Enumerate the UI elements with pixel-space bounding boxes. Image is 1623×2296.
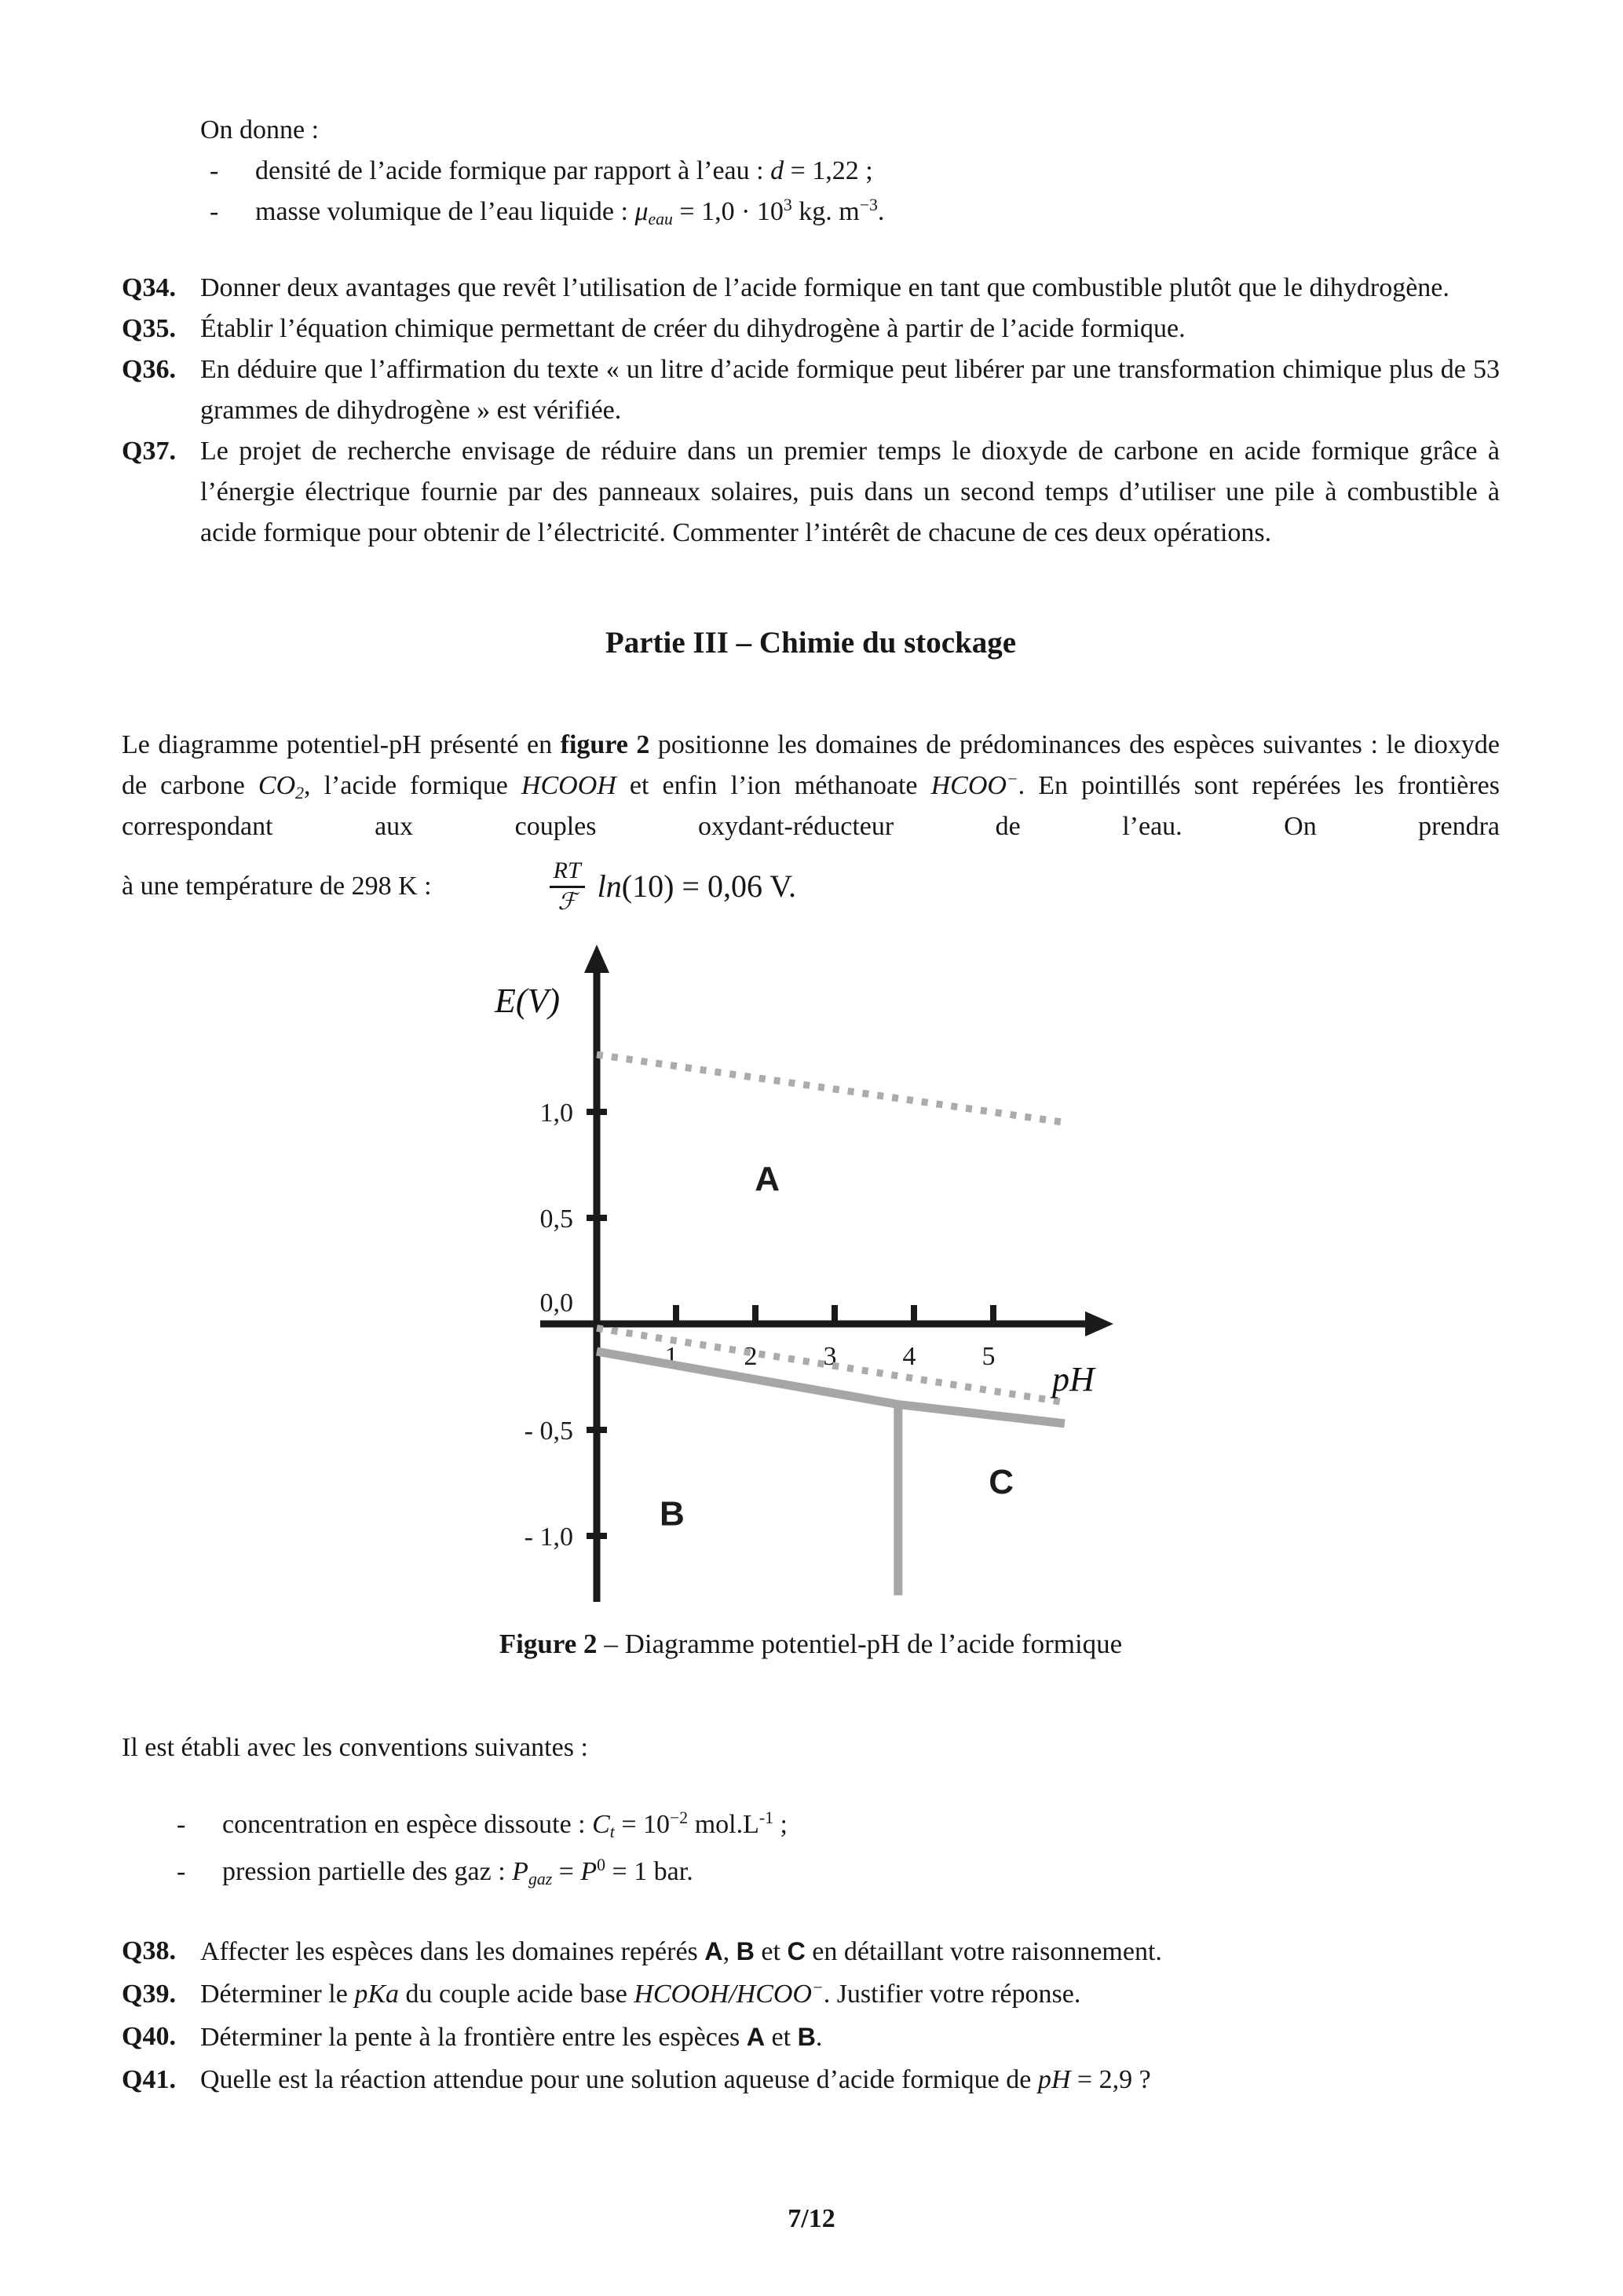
given-lead: On donne : (200, 115, 320, 144)
y-axis-title: E(V) (495, 982, 561, 1020)
question-q41-text: Quelle est la réaction attendue pour une solution aqueuse d’acide formique de pH = 2,9 ? (200, 2065, 1151, 2094)
question-q40-text: Déterminer la pente à la frontière entre les espèces A et B. (200, 2023, 823, 2052)
conventions-lead: Il est établi avec les conventions suivantes : (122, 1733, 588, 1762)
equation-lead: à une température de 298 K : (122, 872, 432, 901)
x-axis-title: pH (1052, 1360, 1095, 1398)
equation-line (122, 852, 1500, 921)
question-q41-id: Q41. (122, 2065, 176, 2094)
question-q35-id: Q35. (122, 314, 176, 343)
y-axis-arrow (584, 945, 609, 973)
given-bullet-density-text: densité de l’acide formique par rapport à l’eau : d = 1,22 ; (255, 156, 873, 185)
given-bullet-volumic-mass-text: masse volumique de l’eau liquide : $\mu eau = 1,0 \cdot 10^3$ kg. $m^{-3}$. (255, 196, 885, 229)
question-q39 (122, 1974, 1500, 2015)
given-bullet-density (210, 151, 1500, 192)
question-q34-text: Donner deux avantages que revêt l’utilisation de l’acide formique en tant que combustible plutôt que le dihydrogène. (200, 273, 1449, 302)
question-q37 (122, 431, 1500, 554)
question-q41 (122, 2060, 1500, 2100)
equation-math (550, 857, 796, 916)
potential-ph-figure (122, 937, 1500, 1616)
question-q38-id: Q38. (122, 1936, 176, 1965)
fraction-denominator: ℱ (557, 888, 576, 915)
question-q39-text: Déterminer le pKa du couple acide base HCOOH/HCOO−. Justifier votre réponse. (200, 1978, 1081, 2009)
fraction-numerator: RT (550, 857, 585, 888)
question-q36 (122, 349, 1500, 431)
question-q37-id: Q37. (122, 437, 176, 466)
bullet-dash: - (177, 1857, 186, 1886)
page-number: 7/12 (788, 2204, 835, 2233)
y-tick-label: - 1,0 (524, 1523, 573, 1552)
question-q35 (122, 309, 1500, 349)
x-axis-arrow (1085, 1311, 1113, 1336)
questions-bottom (122, 1931, 1500, 2100)
fraction (550, 857, 585, 916)
conventions-bullets (122, 1801, 1500, 1896)
question-q37-text: Le projet de recherche envisage de réduire dans un premier temps le dioxyde de carbone en acide formique grâce à l’énergie électrique fournie par des panneaux solaires, puis dans un second temps d’utiliser une pile à combustible à acide formique pour obtenir de l’électricité. Commenter l’intérêt de chacune de ces deux opérations. (200, 437, 1500, 547)
y-tick-label: 0,5 (539, 1205, 573, 1234)
y-tick-label: - 0,5 (524, 1417, 573, 1446)
question-q38 (122, 1931, 1500, 1972)
region-label-C: C (989, 1463, 1014, 1501)
intro-paragraph: Le diagramme potentiel-pH présenté en figure 2 positionne les domaines de prédominances des espèces suivantes : le dioxyde de carbone CO2, l’acide formique HCOOH et enfin l’ion méthanoate HCOO−. En pointillés sont repérées les frontières correspondant aux couples oxydant-réducteur de l’eau. On prendra (122, 730, 1501, 841)
question-q34 (122, 268, 1500, 309)
x-tick-label: 5 (981, 1342, 996, 1371)
series-water-oxygen-frontier-dotted (597, 1055, 1065, 1122)
bullet-dash: - (210, 156, 219, 185)
question-q35-text: Établir l’équation chimique permettant de créer du dihydrogène à partir de l’acide formique. (200, 314, 1186, 343)
question-q34-id: Q34. (122, 273, 176, 302)
section-title: Partie III – Chimie du stockage (605, 626, 1017, 660)
bullet-dash: - (210, 197, 219, 226)
question-q38-text: Affecter les espèces dans les domaines repérés A, B et C en détaillant votre raisonnement. (200, 1937, 1162, 1966)
potential-ph-chart (448, 937, 1193, 1616)
x-tick-label: 1 (664, 1342, 678, 1371)
x-tick-label: 2 (744, 1342, 758, 1371)
y-tick-label: 1,0 (539, 1099, 573, 1128)
question-q36-id: Q36. (122, 355, 176, 384)
equation-rest: ln(10) = 0,06 V. (597, 868, 796, 904)
region-label-B: B (660, 1494, 685, 1534)
question-q40 (122, 2016, 1500, 2058)
question-q39-id: Q39. (122, 1980, 176, 2009)
convention-bullet-pressure (177, 1848, 1500, 1896)
x-tick-label: 3 (823, 1342, 837, 1371)
region-label-A: A (755, 1159, 780, 1198)
bullet-dash: - (177, 1810, 186, 1839)
convention-bullet-pressure-text: pression partielle des gaz : Pgaz = $P^0 = 1$ bar. (222, 1855, 693, 1889)
figure-caption: Figure 2 – Diagramme potentiel-pH de l’acide formique (499, 1629, 1123, 1659)
y-tick-label: 0,0 (539, 1289, 573, 1318)
given-bullet-volumic-mass (210, 192, 1500, 232)
convention-bullet-concentration-text: concentration en espèce dissoute : $Ct = 10^{-2}$ $mol.L^{-1}$ ; (222, 1808, 788, 1842)
questions-top (122, 268, 1500, 554)
convention-bullet-concentration (177, 1801, 1500, 1848)
x-tick-label: 4 (902, 1342, 916, 1371)
question-q36-text: En déduire que l’affirmation du texte « un litre d’acide formique peut libérer par une transformation chimique plus de 53 grammes de dihydrogène » est vérifiée. (200, 355, 1500, 425)
question-q40-id: Q40. (122, 2022, 176, 2051)
